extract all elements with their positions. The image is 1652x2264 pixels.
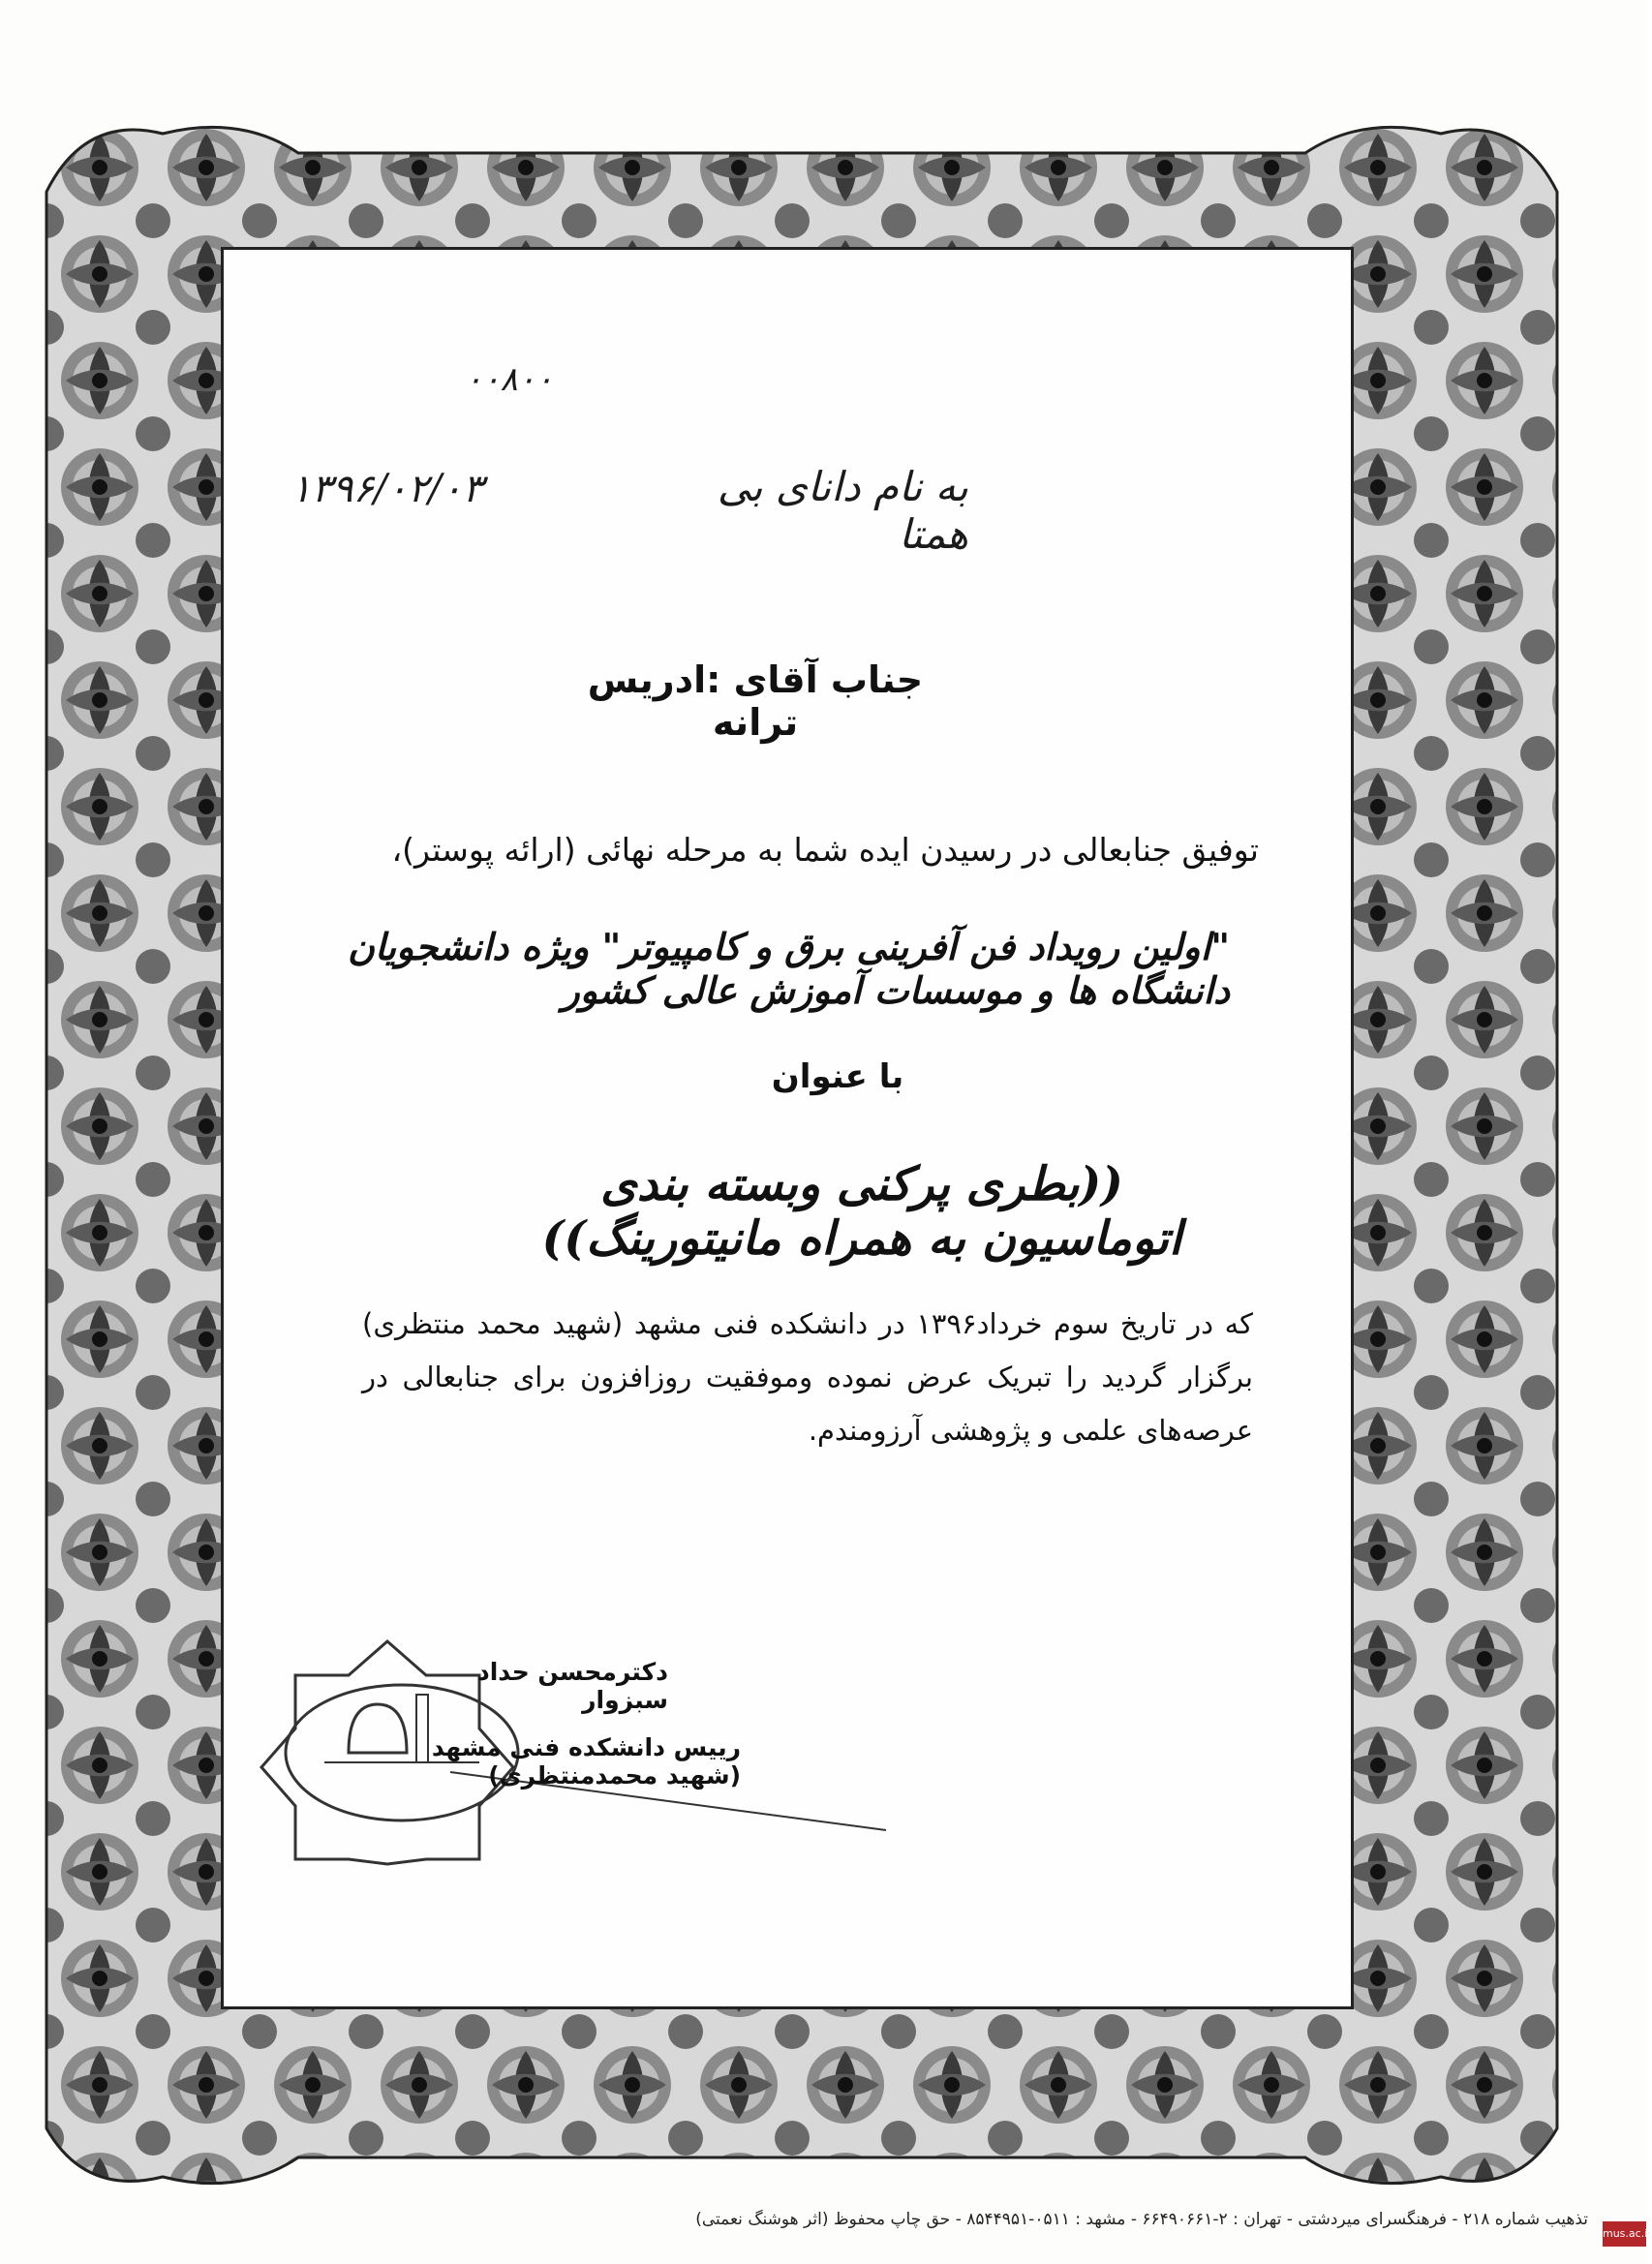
- reference-number: ۰۰۸۰۰: [465, 360, 554, 399]
- recipient-name: جناب آقای :ادریس ترانه: [587, 658, 924, 744]
- watermark-logo: mus.ac.ir: [1603, 2221, 1646, 2247]
- footer-note: تذهیب شماره ۲۱۸ - فرهنگسرای میردشتی - تهران : ۲-۶۶۴۹۰۶۶۱ - مشهد : ۰۵۱۱-۸۵۴۴۹۵۱ - حق چاپ محفوظ (اثر هوشنگ نعمتی): [695, 2210, 1588, 2229]
- congratulation-line: توفیق جنابعالی در رسیدن ایده شما به مرحله نهائی (ارائه پوستر)،: [391, 831, 1259, 869]
- signatory-name: دکترمحسن حداد سبزوار: [476, 1658, 668, 1714]
- signatory-title: رییس دانشکده فنی مشهد (شهید محمدمنتظری): [431, 1733, 741, 1790]
- body-paragraph: که در تاریخ سوم خرداد۱۳۹۶ در دانشکده فنی مشهد (شهید محمد منتظری) برگزار گردید را تبریک عرض نموده وموفقیت روزافزون برای جنابعالی در عرصه‌های علمی و پژوهشی آرزومندم.: [362, 1307, 1253, 1447]
- subtitle-label: با عنوان: [771, 1057, 904, 1096]
- basmala-heading: به نام دانای بی همتا: [717, 463, 968, 558]
- event-title: "اولین رویداد فن آفرینی برق و کامپیوتر" ویژه دانشجویان دانشگاه ها و موسسات آموزش عالی کشور: [348, 925, 1230, 1012]
- project-title: ((بطری پرکنی وبسته بندی اتوماسیون به همراه مانیتورینگ)): [541, 1157, 1182, 1266]
- handwritten-date: ۱۳۹۶/۰۲/۰۳: [291, 467, 483, 511]
